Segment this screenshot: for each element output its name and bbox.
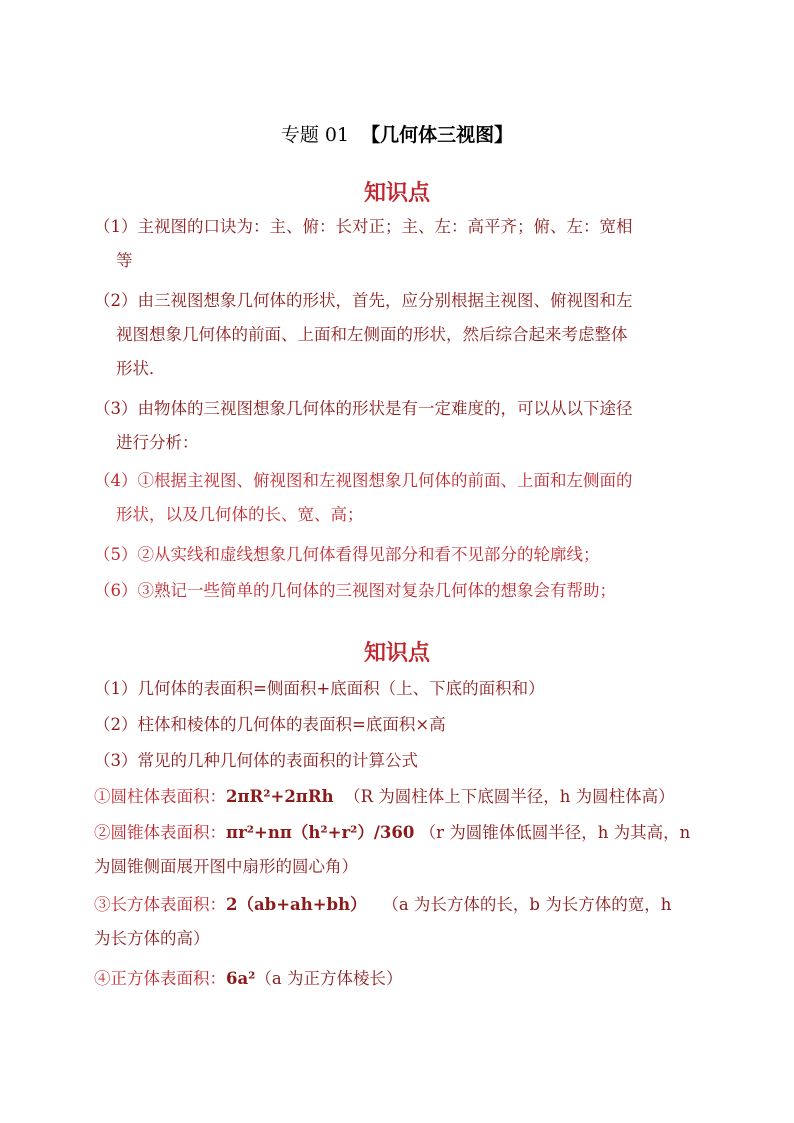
formula-label: ③长方体表面积： — [94, 895, 226, 914]
title-main: 【几何体三视图】 — [361, 124, 514, 146]
formula-desc: （a 为正方体棱长） — [255, 969, 403, 988]
knowledge-item-1 — [94, 210, 704, 278]
item-line: 视图想象几何体的前面、上面和左侧面的形状，然后综合起来考虑整体 — [116, 325, 628, 344]
item-line: （5）②从实线和虚线想象几何体看得见部分和看不见部分的轮廓线； — [94, 545, 600, 564]
formula-expr: 6a² — [226, 969, 256, 988]
formula-label: ④正方体表面积： — [94, 969, 226, 988]
item-line: （3）常见的几种几何体的表面积的计算公式 — [94, 751, 418, 770]
item-line: （4）①根据主视图、俯视图和左视图想象几何体的前面、上面和左侧面的 — [94, 471, 633, 490]
item-line: （1）主视图的口诀为：主、俯：长对正；主、左：高平齐；俯、左：宽相 — [94, 217, 633, 236]
knowledge-item-3 — [94, 392, 704, 460]
item-line: 形状． — [116, 359, 166, 378]
surface-item-3 — [94, 744, 704, 778]
section-heading-1: 知识点 — [363, 181, 430, 206]
formula-desc: （R 为圆柱体上下底圆半径，h 为圆柱体高） — [344, 787, 675, 806]
formula-expr: 2（ab+ah+bh） — [226, 895, 367, 914]
item-line: （2）由三视图想象几何体的形状，首先，应分别根据主视图、俯视图和左 — [94, 291, 633, 310]
formula-cuboid — [94, 888, 704, 956]
formula-cone — [94, 816, 704, 884]
formula-cylinder — [94, 780, 704, 814]
knowledge-item-4 — [94, 464, 704, 532]
item-line: 等 — [116, 251, 133, 270]
knowledge-item-2 — [94, 284, 704, 386]
item-line: （1）几何体的表面积=侧面积+底面积（上、下底的面积和） — [94, 679, 545, 698]
title-prefix: 专题 01 — [280, 124, 350, 146]
formula-desc-cont: 为长方体的高） — [94, 929, 210, 948]
item-line: （6）③熟记一些简单的几何体的三视图对复杂几何体的想象会有帮助； — [94, 581, 616, 600]
knowledge-item-6 — [94, 574, 704, 608]
formula-desc: （r 为圆锥体低圆半径，h 为其高，n — [419, 823, 691, 842]
formula-label: ①圆柱体表面积： — [94, 787, 226, 806]
formula-desc: （a 为长方体的长，b 为长方体的宽，h — [382, 895, 672, 914]
formula-expr: πr²+nπ（h²+r²）/360 — [226, 823, 415, 842]
item-line: 进行分析： — [116, 433, 199, 452]
formula-desc-cont: 为圆锥侧面展开图中扇形的圆心角） — [94, 857, 358, 876]
surface-item-1 — [94, 672, 704, 706]
formula-expr: 2πR²+2πRh — [226, 787, 334, 806]
formula-label: ②圆锥体表面积： — [94, 823, 226, 842]
knowledge-item-5 — [94, 538, 704, 572]
formula-cube — [94, 962, 704, 996]
section-heading-2: 知识点 — [363, 641, 430, 666]
item-line: （2）柱体和棱体的几何体的表面积=底面积×高 — [94, 715, 446, 734]
page-title — [0, 120, 794, 147]
item-line: 形状，以及几何体的长、宽、高； — [116, 505, 364, 524]
surface-item-2 — [94, 708, 704, 742]
item-line: （3）由物体的三视图想象几何体的形状是有一定难度的，可以从以下途径 — [94, 399, 633, 418]
